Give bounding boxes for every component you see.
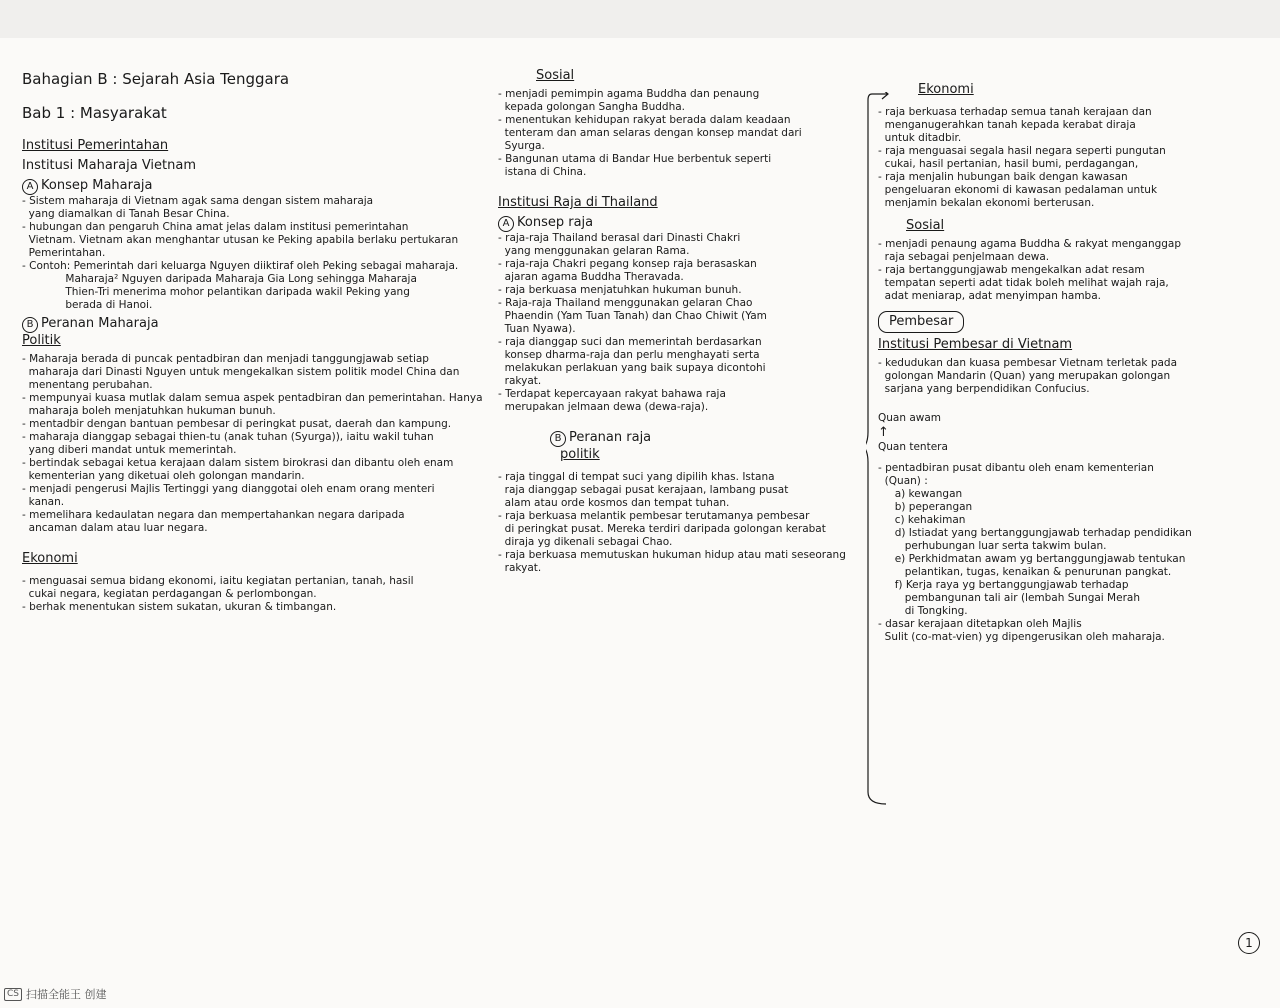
pentadbiran-list <box>878 462 1270 644</box>
pembesar-heading <box>878 311 1270 333</box>
text-line: ajaran agama Buddha Theravada. <box>498 271 684 283</box>
text-line: Sulit (co-mat-vien) yg dipengerusikan oleh maharaja. <box>878 631 1165 643</box>
text-line: - raja menguasai segala hasil negara seperti pungutan <box>878 145 1166 157</box>
column-left <box>22 70 522 614</box>
text-line: pembangunan tali air (lembah Sungai Merah <box>878 592 1140 604</box>
text-line: Tuan Nyawa). <box>498 323 576 335</box>
text-line: - raja berkuasa melantik pembesar terutamanya pembesar <box>498 510 810 522</box>
page-number: 1 <box>1238 932 1260 954</box>
text-line: Pemerintahan. <box>22 247 106 259</box>
section-heading: Institusi Pemerintahan <box>22 138 169 153</box>
peranan-raja-heading <box>550 430 863 447</box>
peranan-heading <box>22 316 522 333</box>
text-line: melakukan perlakuan yang baik supaya dicontohi <box>498 362 766 374</box>
text-line: ancaman dalam atau luar negara. <box>22 522 208 534</box>
text-line: - Bangunan utama di Bandar Hue berbentuk seperti <box>498 153 772 165</box>
text-line: kanan. <box>22 496 65 508</box>
text-line: - Sistem maharaja di Vietnam agak sama dengan sistem maharaja <box>22 195 374 207</box>
label-b-icon: B <box>22 317 38 333</box>
text-line: maharaja boleh menjatuhkan hukuman bunuh. <box>22 405 276 417</box>
text-line: - Maharaja berada di puncak pentadbiran dan menjadi tanggungjawab setiap <box>22 353 429 365</box>
text-line: - pentadbiran pusat dibantu oleh enam kementerian <box>878 462 1154 474</box>
peranan-raja-title: Peranan raja <box>569 430 652 445</box>
text-line: - memelihara kedaulatan negara dan mempertahankan negara daripada <box>22 509 405 521</box>
text-line: - dasar kerajaan ditetapkan oleh Majlis <box>878 618 1082 630</box>
text-line: raja dianggap sebagai pusat kerajaan, lambang pusat <box>498 484 789 496</box>
text-line: untuk ditadbir. <box>878 132 962 144</box>
sosial-list <box>498 88 863 179</box>
politik-heading: Politik <box>22 333 61 348</box>
text-line: - kedudukan dan kuasa pembesar Vietnam terletak pada <box>878 357 1178 369</box>
konsep-raja-heading <box>498 215 863 232</box>
camscanner-logo-icon: CS <box>4 988 22 1001</box>
subsection-heading: Institusi Maharaja Vietnam <box>22 158 197 173</box>
text-line: sarjana yang berpendidikan Confucius. <box>878 383 1090 395</box>
text-line: - raja berkuasa memutuskan hukuman hidup atau mati seseorang <box>498 549 846 561</box>
sosial-raja-heading: Sosial <box>906 218 945 233</box>
text-line: berada di Hanoi. <box>22 299 153 311</box>
text-line: menganugerahkan tanah kepada kerabat diraja <box>878 119 1136 131</box>
text-line: - raja tinggal di tempat suci yang dipilih khas. Istana <box>498 471 775 483</box>
text-line: - berhak menentukan sistem sukatan, ukuran & timbangan. <box>22 601 337 613</box>
text-line: istana di China. <box>498 166 587 178</box>
text-line: - raja bertanggungjawab mengekalkan adat resam <box>878 264 1145 276</box>
text-line: di Tongking. <box>878 605 968 617</box>
text-line: adat meniarap, adat menyimpan hamba. <box>878 290 1101 302</box>
sosial-raja-list <box>878 238 1270 303</box>
scan-top-border <box>0 0 1280 38</box>
text-line: d) Istiadat yang bertanggungjawab terhadap pendidikan <box>878 527 1192 539</box>
section-heading-thailand: Institusi Raja di Thailand <box>498 195 658 210</box>
text-line: - menjadi penaung agama Buddha & rakyat menganggap <box>878 238 1182 250</box>
text-line: raja sebagai penjelmaan dewa. <box>878 251 1050 263</box>
column-middle <box>498 68 863 575</box>
text-line: - raja berkuasa terhadap semua tanah kerajaan dan <box>878 106 1152 118</box>
pembesar-list <box>878 357 1270 396</box>
text-line: - maharaja dianggap sebagai thien-tu (anak tuhan (Syurga)), iaitu wakil tuhan <box>22 431 434 443</box>
text-line: (Quan) : <box>878 475 928 487</box>
text-line: - menentukan kehidupan rakyat berada dalam keadaan <box>498 114 791 126</box>
text-line: merupakan jelmaan dewa (dewa-raja). <box>498 401 709 413</box>
text-line: - Terdapat kepercayaan rakyat bahawa raja <box>498 388 726 400</box>
peranan-title: Peranan Maharaja <box>41 316 159 331</box>
text-line: perhubungan luar serta takwim bulan. <box>878 540 1107 552</box>
ekonomi-list <box>22 575 522 614</box>
text-line: - raja berkuasa menjatuhkan hukuman bunuh. <box>498 284 742 296</box>
text-line: diraja yg dikenali sebagai Chao. <box>498 536 673 548</box>
ekonomi-raja-heading: Ekonomi <box>918 82 974 97</box>
text-line: di peringkat pusat. Mereka terdiri daripada golongan kerabat <box>498 523 826 535</box>
text-line: Phaendin (Yam Tuan Tanah) dan Chao Chiwit (Yam <box>498 310 767 322</box>
text-line: yang diberi mandat untuk memerintah. <box>22 444 237 456</box>
politik-list <box>22 353 522 535</box>
text-line: - raja dianggap suci dan memerintah berdasarkan <box>498 336 762 348</box>
text-line: golongan Mandarin (Quan) yang merupakan golongan <box>878 370 1171 382</box>
text-line: - menguasai semua bidang ekonomi, iaitu kegiatan pertanian, tanah, hasil <box>22 575 414 587</box>
konsep-title: Konsep Maharaja <box>41 178 153 193</box>
text-line: - Contoh: Pemerintah dari keluarga Nguyen diiktiraf oleh Peking sebagai maharaja. <box>22 260 459 272</box>
text-line: maharaja dari Dinasti Nguyen untuk mengekalkan sistem politik model China dan <box>22 366 460 378</box>
sosial-heading: Sosial <box>536 68 575 83</box>
text-line: kementerian yang diketuai oleh golongan mandarin. <box>22 470 305 482</box>
column-right <box>878 82 1270 644</box>
text-line: pelantikan, tugas, kenaikan & penurunan pangkat. <box>878 566 1172 578</box>
text-line: rakyat. <box>498 562 542 574</box>
ekonomi-raja-list <box>878 106 1270 210</box>
text-line: c) kehakiman <box>878 514 966 526</box>
watermark-text: 扫描全能王 创建 <box>26 988 107 1001</box>
label-a-icon: A <box>498 216 514 232</box>
text-line: - raja-raja Chakri pegang konsep raja berasaskan <box>498 258 757 270</box>
text-line: Vietnam. Vietnam akan menghantar utusan ke Peking apabila berlaku pertukaran <box>22 234 459 246</box>
page-title: Bahagian B : Sejarah Asia Tenggara <box>22 70 290 88</box>
text-line: cukai negara, kegiatan perdagangan & perlombongan. <box>22 588 317 600</box>
scanner-watermark <box>4 986 107 1002</box>
text-line: yang diamalkan di Tanah Besar China. <box>22 208 230 220</box>
text-line: b) peperangan <box>878 501 973 513</box>
konsep-raja-title: Konsep raja <box>517 215 594 230</box>
text-line: e) Perkhidmatan awam yg bertanggungjawab tentukan <box>878 553 1186 565</box>
label-a-icon: A <box>22 179 38 195</box>
text-line: menjamin bekalan ekonomi berterusan. <box>878 197 1095 209</box>
text-line: - mentadbir dengan bantuan pembesar di peringkat pusat, daerah dan kampung. <box>22 418 452 430</box>
text-line: - raja menjalin hubungan baik dengan kawasan <box>878 171 1128 183</box>
section-heading-pembesar: Institusi Pembesar di Vietnam <box>878 337 1073 352</box>
text-line: konsep dharma-raja dan perlu menghayati serta <box>498 349 760 361</box>
text-line: f) Kerja raya yg bertanggungjawab terhadap <box>878 579 1129 591</box>
text-line: menentang perubahan. <box>22 379 153 391</box>
text-line: cukai, hasil pertanian, hasil bumi, perdagangan, <box>878 158 1139 170</box>
text-line: Thien-Tri menerima mohor pelantikan daripada wakil Peking yang <box>22 286 410 298</box>
konsep-raja-list <box>498 232 863 414</box>
text-line: alam atau orde kosmos dan tempat tuhan. <box>498 497 730 509</box>
label-b-icon: B <box>550 431 566 447</box>
politik-raja-heading: politik <box>560 447 600 462</box>
text-line: - hubungan dan pengaruh China amat jelas dalam institusi pemerintahan <box>22 221 409 233</box>
konsep-list <box>22 195 522 312</box>
text-line: - Raja-raja Thailand menggunakan gelaran Chao <box>498 297 753 309</box>
text-line: - menjadi pengerusi Majlis Tertinggi yang dianggotai oleh enam orang menteri <box>22 483 435 495</box>
quan-awam-label: Quan awam <box>878 412 942 424</box>
konsep-heading <box>22 178 522 195</box>
pembesar-badge: Pembesar <box>878 311 964 333</box>
text-line: tempatan seperti adat tidak boleh melihat wajah raja, <box>878 277 1169 289</box>
text-line: rakyat. <box>498 375 542 387</box>
text-line: yang menggunakan gelaran Rama. <box>498 245 690 257</box>
text-line: tenteram dan aman selaras dengan konsep mandat dari <box>498 127 802 139</box>
text-line: - mempunyai kuasa mutlak dalam semua aspek pentadbiran dan pemerintahan. Hanya <box>22 392 483 404</box>
text-line: kepada golongan Sangha Buddha. <box>498 101 686 113</box>
text-line: - menjadi pemimpin agama Buddha dan penaung <box>498 88 760 100</box>
arrow-up-icon: ↑ <box>878 425 889 440</box>
quan-tentera-label: Quan tentera <box>878 441 948 453</box>
politik-raja-list <box>498 471 863 575</box>
ekonomi-heading: Ekonomi <box>22 551 78 566</box>
text-line: Syurga. <box>498 140 545 152</box>
text-line: - bertindak sebagai ketua kerajaan dalam sistem birokrasi dan dibantu oleh enam <box>22 457 454 469</box>
text-line: - raja-raja Thailand berasal dari Dinasti Chakri <box>498 232 741 244</box>
text-line: Maharaja² Nguyen daripada Maharaja Gia Long sehingga Maharaja <box>22 273 417 285</box>
text-line: pengeluaran ekonomi di kawasan pedalaman untuk <box>878 184 1158 196</box>
chapter-title: Bab 1 : Masyarakat <box>22 104 167 122</box>
text-line: a) kewangan <box>878 488 963 500</box>
